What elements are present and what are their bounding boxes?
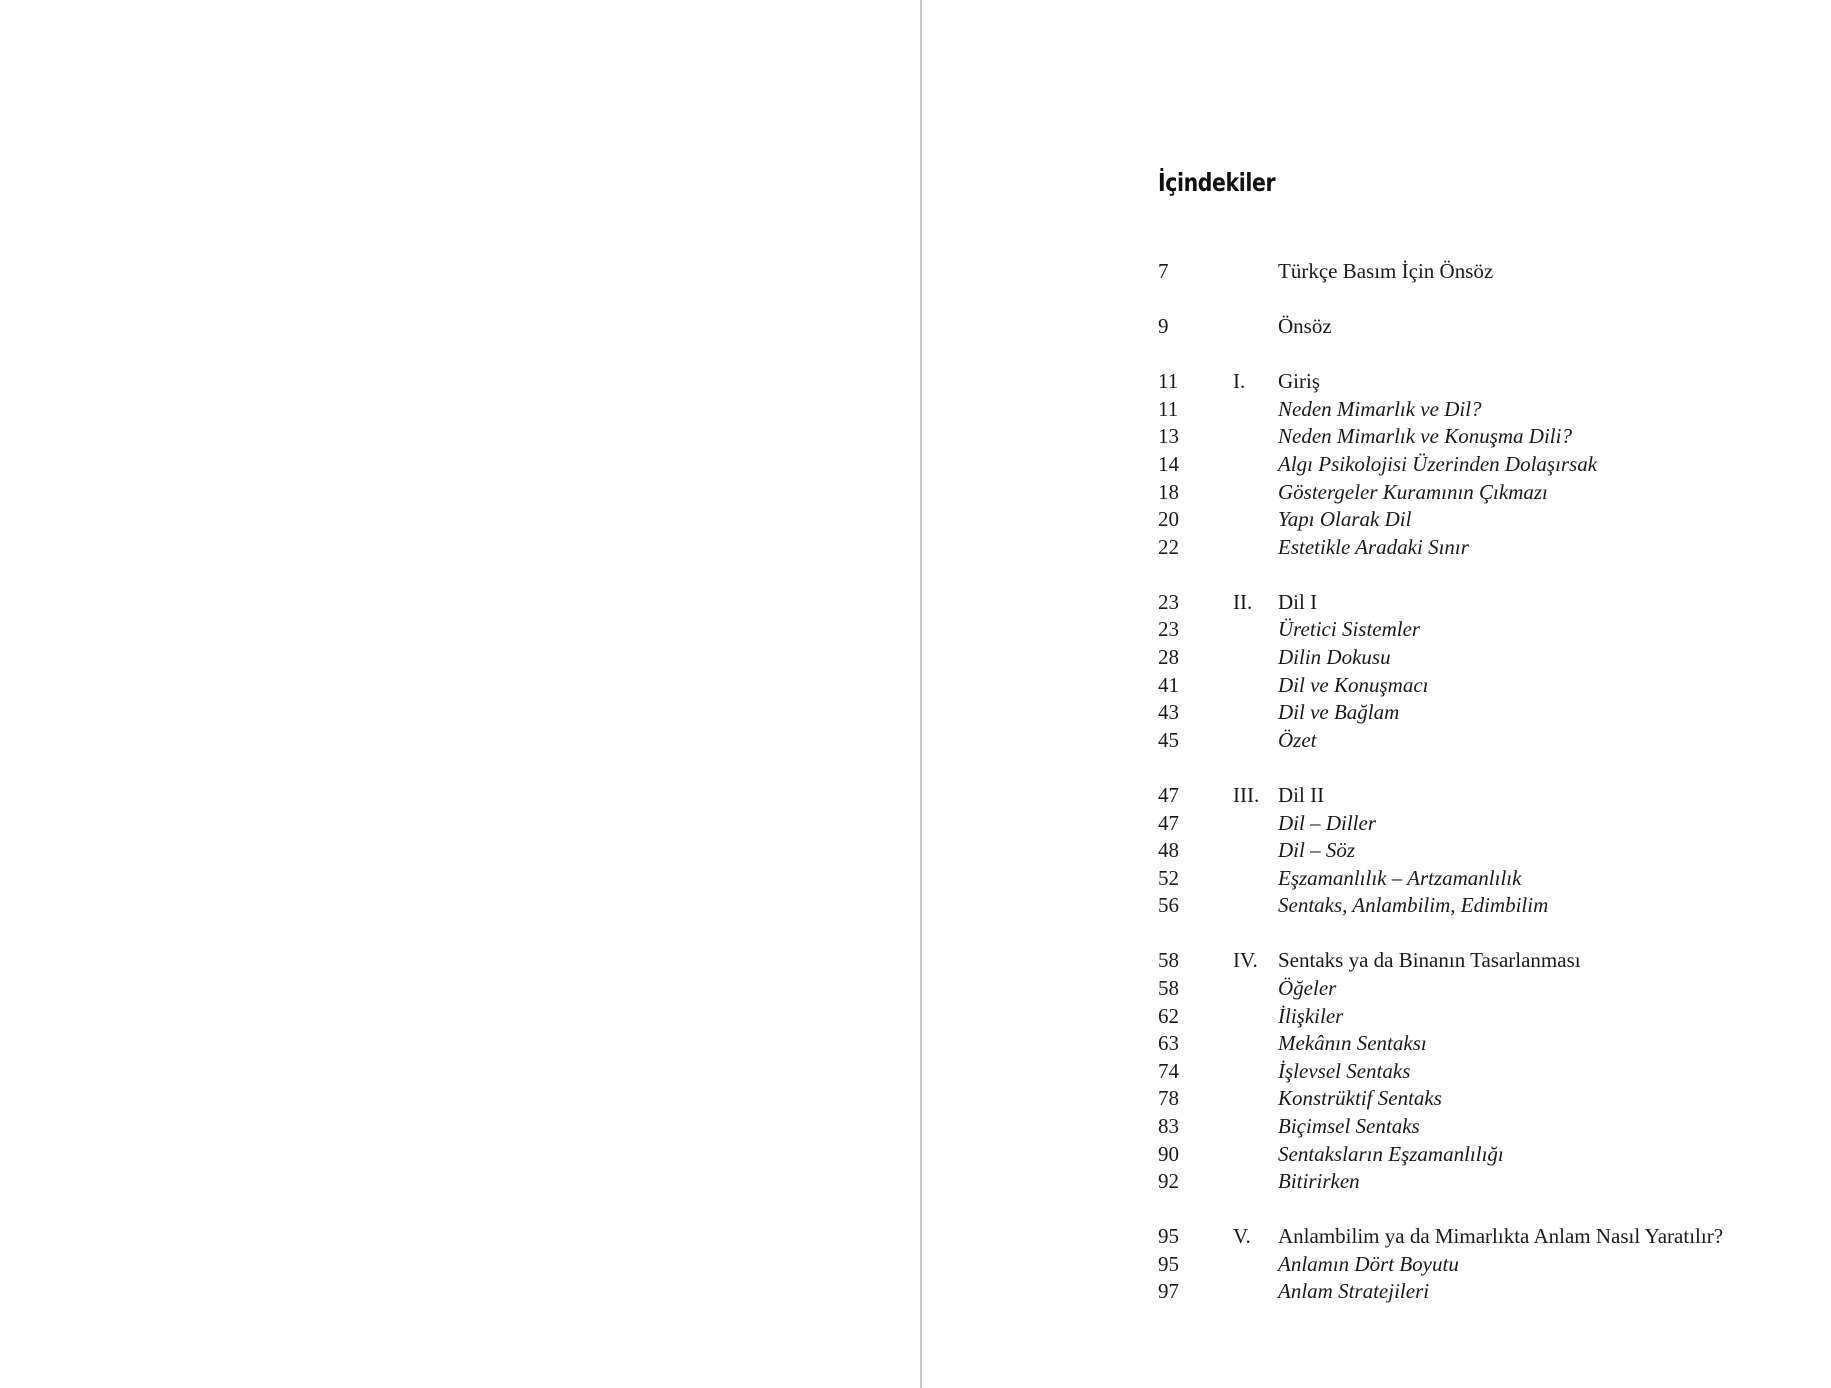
toc-chapter-numeral (1233, 810, 1278, 838)
toc-page-number: 52 (1158, 865, 1179, 890)
toc-subentry (1158, 810, 1818, 838)
toc-chapter-numeral (1233, 727, 1278, 755)
toc-entry-title: Konstrüktif Sentaks (1278, 1086, 1442, 1111)
toc-page-number: 9 (1158, 314, 1169, 339)
toc-entry-title: Dil – Söz (1278, 838, 1356, 863)
toc-entry-title: Göstergeler Kuramının Çıkmazı (1278, 479, 1548, 504)
toc-page-number: 7 (1158, 259, 1169, 283)
toc-chapter-numeral (1233, 1251, 1278, 1279)
toc-entry-title: Sentaksların Eşzamanlılığı (1278, 1141, 1504, 1166)
toc-entry-title: İşlevsel Sentaks (1278, 1058, 1411, 1083)
toc-page-number: 23 (1158, 589, 1179, 614)
toc-page-number: 23 (1158, 617, 1179, 642)
toc-section-group (1158, 947, 1818, 1195)
toc-subentry (1158, 865, 1818, 893)
toc-subentry (1158, 1168, 1818, 1196)
toc-chapter-numeral (1233, 396, 1278, 424)
toc-chapter-numeral (1233, 1085, 1278, 1113)
toc-chapter-numeral: III. (1233, 782, 1260, 807)
toc-subentry (1158, 672, 1818, 700)
toc-chapter-numeral (1233, 534, 1278, 562)
toc-chapter-numeral: II. (1233, 589, 1253, 614)
toc-page-number: 92 (1158, 1169, 1179, 1194)
toc-entry-title: Dil I (1278, 589, 1318, 614)
toc-subentry (1158, 892, 1818, 920)
toc-subentry (1158, 616, 1818, 644)
toc-chapter-numeral: V. (1233, 1224, 1251, 1249)
toc-page-number: 47 (1158, 810, 1179, 835)
toc-subentry (1158, 1278, 1818, 1306)
toc-page-number: 18 (1158, 479, 1179, 504)
toc-entry-title: Anlamın Dört Boyutu (1278, 1251, 1459, 1276)
toc-entry-title: Dil II (1278, 782, 1325, 807)
toc-page-number: 95 (1158, 1251, 1179, 1276)
toc-subentry (1158, 837, 1818, 865)
toc-entry-title: Sentaks, Anlambilim, Edimbilim (1278, 893, 1549, 918)
toc-subentry (1158, 699, 1818, 727)
toc-page-number: 22 (1158, 534, 1179, 559)
toc-chapter-numeral (1233, 644, 1278, 672)
toc-chapter-entry (1158, 313, 1818, 341)
toc-chapter-numeral (1233, 506, 1278, 534)
toc-entry-title: Biçimsel Sentaks (1278, 1113, 1420, 1138)
toc-chapter-numeral: I. (1233, 369, 1246, 394)
toc-chapter-numeral (1233, 313, 1278, 341)
toc-subentry (1158, 1141, 1818, 1169)
toc-page-number: 11 (1158, 369, 1179, 394)
toc-subentry (1158, 479, 1818, 507)
toc-page-number: 78 (1158, 1086, 1179, 1111)
toc-entry-title: İlişkiler (1278, 1003, 1344, 1028)
toc-chapter-numeral (1233, 1003, 1278, 1031)
toc-subentry (1158, 451, 1818, 479)
toc-entry-title: Mekânın Sentaksı (1278, 1031, 1427, 1056)
toc-chapter-entry (1158, 589, 1818, 617)
toc-entry-title: Dil ve Bağlam (1278, 700, 1400, 725)
toc-chapter-numeral (1233, 616, 1278, 644)
right-page (922, 0, 1831, 1388)
toc-chapter-numeral (1233, 258, 1278, 286)
toc-entry-title: Dil ve Konuşmacı (1278, 672, 1429, 697)
toc-chapter-numeral (1233, 672, 1278, 700)
toc-chapter-numeral (1233, 1030, 1278, 1058)
toc-entry-title: Öğeler (1278, 975, 1337, 1000)
toc-page-number: 62 (1158, 1003, 1179, 1028)
toc-page-number: 20 (1158, 507, 1179, 532)
toc-page-number: 97 (1158, 1279, 1179, 1304)
toc-chapter-numeral (1233, 423, 1278, 451)
toc-page-number: 13 (1158, 424, 1179, 449)
table-of-contents (1158, 258, 1818, 1334)
toc-page-number: 74 (1158, 1058, 1179, 1083)
toc-chapter-entry (1158, 1223, 1818, 1251)
toc-chapter-numeral (1233, 1141, 1278, 1169)
toc-page-number: 95 (1158, 1224, 1179, 1249)
toc-subentry (1158, 506, 1818, 534)
toc-chapter-entry (1158, 782, 1818, 810)
toc-chapter-numeral (1233, 865, 1278, 893)
toc-title: İçindekiler (1158, 168, 1276, 197)
toc-page-number: 28 (1158, 645, 1179, 670)
toc-subentry (1158, 1113, 1818, 1141)
toc-entry-title: Önsöz (1278, 314, 1332, 339)
toc-entry-title: Anlambilim ya da Mimarlıkta Anlam Nasıl Yaratılır? (1278, 1224, 1724, 1249)
toc-entry-title: Anlam Stratejileri (1278, 1279, 1430, 1304)
toc-chapter-numeral (1233, 1058, 1278, 1086)
toc-entry-title: Dil – Diller (1278, 810, 1376, 835)
toc-subentry (1158, 1085, 1818, 1113)
toc-subentry (1158, 1003, 1818, 1031)
toc-subentry (1158, 396, 1818, 424)
toc-entry-title: Türkçe Basım İçin Önsöz (1278, 259, 1494, 283)
toc-entry-title: Giriş (1278, 369, 1320, 394)
toc-chapter-entry (1158, 258, 1818, 286)
toc-chapter-numeral (1233, 1113, 1278, 1141)
toc-chapter-numeral (1233, 837, 1278, 865)
toc-chapter-numeral (1233, 699, 1278, 727)
toc-entry-title: Üretici Sistemler (1278, 617, 1421, 642)
toc-page-number: 41 (1158, 672, 1179, 697)
toc-chapter-numeral: IV. (1233, 948, 1258, 973)
toc-page-number: 83 (1158, 1113, 1179, 1138)
toc-entry-title: Neden Mimarlık ve Konuşma Dili? (1278, 424, 1572, 449)
toc-subentry (1158, 975, 1818, 1003)
toc-section-group (1158, 313, 1818, 341)
toc-subentry (1158, 534, 1818, 562)
toc-subentry (1158, 1251, 1818, 1279)
toc-entry-title: Özet (1278, 727, 1317, 752)
toc-chapter-entry (1158, 947, 1818, 975)
toc-page-number: 63 (1158, 1031, 1179, 1056)
toc-page-number: 58 (1158, 948, 1179, 973)
toc-section-group (1158, 258, 1818, 286)
toc-entry-title: Estetikle Aradaki Sınır (1278, 534, 1469, 559)
toc-subentry (1158, 1030, 1818, 1058)
toc-entry-title: Dilin Dokusu (1278, 645, 1391, 670)
toc-chapter-numeral (1233, 1168, 1278, 1196)
toc-page-number: 45 (1158, 727, 1179, 752)
toc-section-group (1158, 1223, 1818, 1306)
toc-page-number: 48 (1158, 838, 1179, 863)
toc-subentry (1158, 727, 1818, 755)
toc-section-group (1158, 589, 1818, 755)
toc-subentry (1158, 644, 1818, 672)
toc-page-number: 47 (1158, 782, 1179, 807)
toc-section-group (1158, 368, 1818, 561)
toc-chapter-numeral (1233, 1278, 1278, 1306)
toc-chapter-entry (1158, 368, 1818, 396)
toc-section-group (1158, 782, 1818, 920)
toc-entry-title: Eşzamanlılık – Artzamanlılık (1278, 865, 1522, 890)
toc-page-number: 11 (1158, 396, 1179, 421)
toc-chapter-numeral (1233, 451, 1278, 479)
toc-chapter-numeral (1233, 479, 1278, 507)
toc-entry-title: Bitirirken (1278, 1169, 1360, 1194)
toc-page-number: 56 (1158, 893, 1179, 918)
toc-page-number: 14 (1158, 451, 1179, 476)
toc-entry-title: Yapı Olarak Dil (1278, 507, 1412, 532)
toc-subentry (1158, 423, 1818, 451)
toc-page-number: 90 (1158, 1141, 1179, 1166)
toc-chapter-numeral (1233, 892, 1278, 920)
toc-page-number: 43 (1158, 700, 1179, 725)
toc-subentry (1158, 1058, 1818, 1086)
toc-page-number: 58 (1158, 975, 1179, 1000)
toc-entry-title: Sentaks ya da Binanın Tasarlanması (1278, 948, 1581, 973)
toc-entry-title: Algı Psikolojisi Üzerinden Dolaşırsak (1278, 451, 1598, 476)
toc-chapter-numeral (1233, 975, 1278, 1003)
toc-entry-title: Neden Mimarlık ve Dil? (1278, 396, 1482, 421)
